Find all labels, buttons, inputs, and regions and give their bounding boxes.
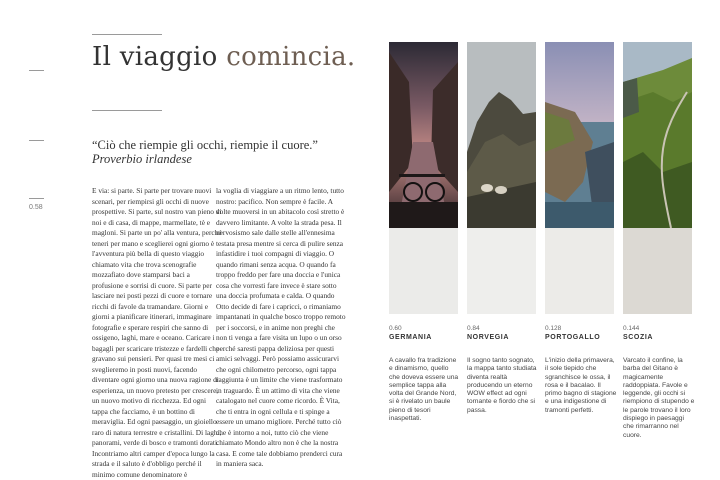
destination-number: 0.84 [467,325,480,332]
norvegia-swatch [467,228,536,314]
destination-scozia [623,325,695,440]
body-column-left: E via: si parte. Si parte per trovare nuovi scenari, per riempirsi gli occhi di nuove prospettive. Si parte, sul nostro van pieno di noi e di casa, di mappe, marmellate, tè e magloni. Si parte un po' alla ventura, perché teneri per mano e sceglierei ogni giorno è l'avventura più bella di questo viaggio chiamato vita che trova scenografie mozzafiato dove stamparsi baci a profusione e sorrisi di cuore. Si parte per lasciare nei posti pezzi di cuore e tornare ricchi di favole da tramandare. Giorni e giorni a pianificare itinerari, immaginare fotografie e sperare respiri che sanno di ossigeno, laghi, mare e oceano. Caricare i bagagli per scaricare tristezze e fardelli che gravano sui pensieri. Per quasi tre mesi ci sveglieremo in posti nuovi, facendo diventare ogni giorno una nuova ragione di esperienza, un nuovo pretesto per crescere, un nuovo motivo di ricchezza. Ed ogni tappa che facciamo, è un bottino di meraviglia. Ed ogni paesaggio, un gioiello raro di natura terrestre e cristallini. Di laghi, panorami, verde di bosco e tramonti dorati. Incontriamo altri camper d'epoca lungo la strada e il saluto è d'obbligo perché il minimo comune denominatore è [92,186,222,479]
destination-name: NORVEGIA [467,334,510,341]
page-title [92,42,355,72]
destination-description: Il sogno tanto sognato, la mappa tanto studiata diventa realtà producendo un eterno WOW effect ad ogni tornante e fiordo che si passa. [467,357,537,414]
margin-rule-upper [29,70,44,71]
destination-strip-norvegia [467,42,536,314]
title-plain: Il viaggio [92,42,218,72]
destination-strip-portogallo [545,42,614,314]
destination-number: 0.128 [545,325,562,332]
portogallo-photo [545,42,614,228]
destination-germania [389,325,461,423]
destination-name: PORTOGALLO [545,334,601,341]
destination-number: 0.60 [389,325,402,332]
destination-norvegia [467,325,539,415]
scozia-photo [623,42,692,228]
quote-source: Proverbio irlandese [92,152,192,166]
pull-quote [92,138,332,166]
title-accent: comincia. [226,42,356,72]
margin-rule-middle [29,140,44,141]
destination-name: GERMANIA [389,334,432,341]
quote-rule-top [92,110,162,111]
body-column-right: la voglia di viaggiare a un ritmo lento, tutto nostro: pacifico. Non sempre è facile. A volte muoversi in un abitacolo così stretto è davvero limitante. A volte la strada pesa. Il nervosismo sale dalle stelle all'ennesima testata presa mentre si cerca di pulire senza infastidire i tuoi compagni di viaggio. O quando rimani senza acqua. O quando fa troppo freddo per fare una doccia e l'unica cosa che vorresti fare invece è stare sotto una doccia profumata e calda. O quando Otto decide di fare i capricci, o rimaniamo impantanati in qualche bosco troppo remoto per i soccorsi, e in anime non preghi che non ti venga a fare visita un lupo o un orso perché saresti pappa deliziosa per questi amici selvaggi. Però possiamo assicurarvi che ogni chilometro percorso, ogni tappa raggiunta è un limite che viene trasformato in traguardo. È un attimo di vita che viene catalogato nel cuore come ricordo. È Vita, che ti entra in ogni cellula e ti spinge a essere un umano migliore. Perché tutto ciò che è intorno a noi, tutto ciò che viene chiamato Mondo altro non è che la nostra casa. E come tale dobbiamo prenderci cura in maniera saca. [216,186,346,468]
title-rule-top [92,34,162,35]
germania-photo [389,42,458,228]
page-number: 0.58 [29,204,43,211]
destination-number: 0.144 [623,325,640,332]
quote-text: “Ciò che riempie gli occhi, riempie il cuore.” [92,138,318,152]
destination-description: A cavallo fra tradizione e dinamismo, quello che doveva essere una semplice tappa alla volta del Grande Nord, si è rivelato un baule pieno di tesori inaspettati. [389,357,459,423]
destination-strip-scozia [623,42,692,314]
scozia-swatch [623,228,692,314]
destination-name: SCOZIA [623,334,654,341]
destination-strip-germania [389,42,458,314]
destination-portogallo [545,325,617,415]
destination-description: L'inizio della primavera, il sole tiepido che sgranchisce le ossa, il rosa e il bacalao. Il primo bagno di stagione e una indigestione di tramonti perfetti. [545,357,617,414]
portogallo-swatch [545,228,614,314]
destination-description: Varcato il confine, la barba del Gitano è magicamente raddoppiata. Favole e leggende, gli occhi si riempiono di stupendo e le parole trovano il loro dispiego in paesaggi che rimarranno nel cuore. [623,357,695,439]
norvegia-photo [467,42,536,228]
germania-swatch [389,228,458,314]
margin-rule-lower [29,198,44,199]
